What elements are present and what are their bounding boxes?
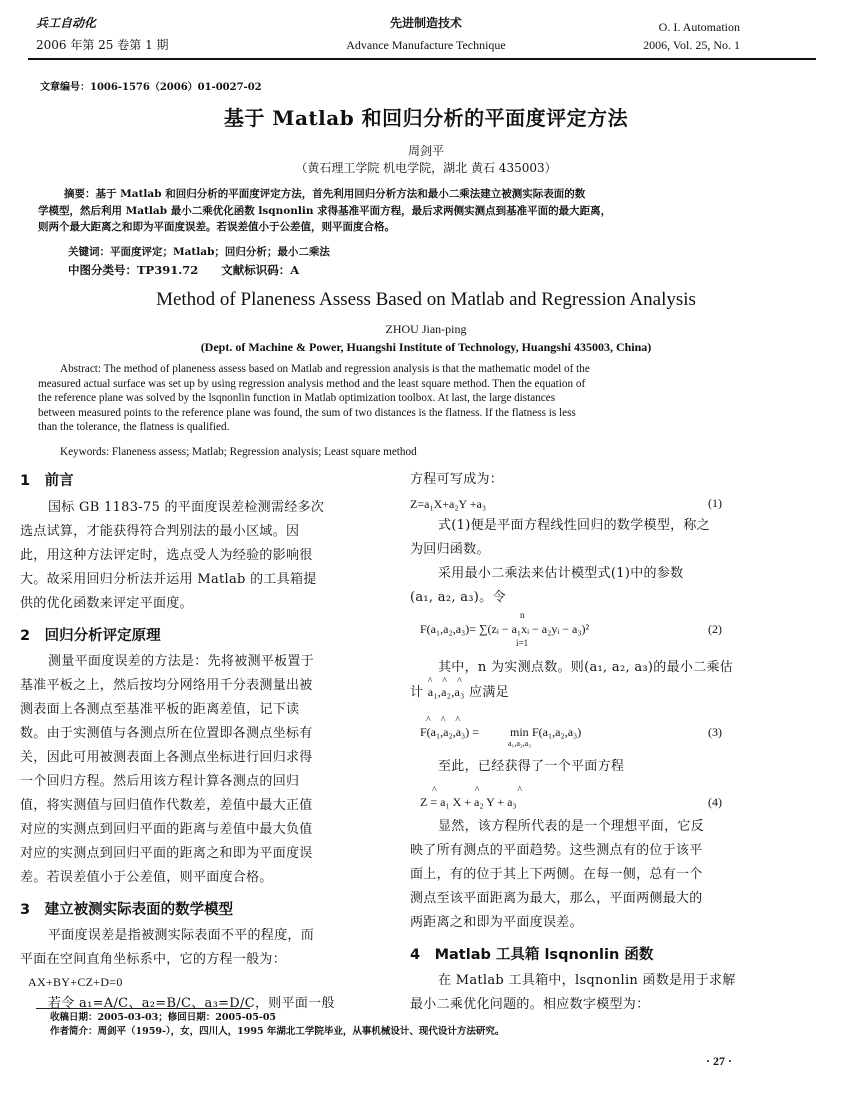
body-line: 值，将实测值与回归值作代数差，差值中最大正值 — [20, 798, 313, 813]
issue-info-cn: 2006 年第 25 卷第 1 期 — [36, 38, 169, 52]
footnote-received: 收稿日期：2005-03-03；修回日期：2005-05-05 — [50, 1012, 277, 1023]
author-cn: 周剑平 — [407, 144, 444, 158]
equation-1-expr: Z=a₁X+a₂Y +a₃ — [410, 497, 487, 511]
hat-marks: ^^^ — [426, 715, 471, 726]
equation-3-left: F(a₁,a₂,a₃) = — [420, 725, 479, 739]
section-1-body — [20, 496, 378, 616]
body-line: 至此，已经获得了一个平面方程 — [438, 759, 625, 774]
footnote-author-bio: 作者简介：周剑平（1959-），女，四川人，1995 年湖北工学院毕业，从事机械设计、现代设计方法研究。 — [50, 1026, 505, 1037]
footnote-rule — [36, 1008, 250, 1009]
title-en: Method of Planeness Assess Based on Matlab and Regression Analysis — [156, 289, 696, 310]
body-line: 平面度误差是指被测实际表面不平的程度，而 — [48, 928, 315, 943]
equation-2-expr: F(a₁,a₂,a₃)= ∑(zᵢ − a₁xᵢ − a₂yᵢ − a₃)² — [420, 622, 590, 636]
body-line: 基准平板之上，然后按均分网络用千分表测量出被 — [20, 678, 313, 693]
body-line: 采用最小二乘法来估计模型式(1)中的参数 — [438, 566, 684, 581]
abstract-en — [38, 362, 812, 435]
body-line: 一个回归方程。然后用该方程计算各测点的回归 — [20, 774, 300, 789]
body-line: 差。若误差值小于公差值，则平面度合格。 — [20, 870, 273, 885]
equation-2-number: (2) — [708, 622, 722, 636]
section-3-heading: 3 建立被测实际表面的数学模型 — [20, 902, 234, 918]
equation-2 — [410, 610, 768, 656]
equation-3-min-subscript: a₁,a₂,a₃ — [508, 739, 532, 748]
body-line: 国标 GB 1183-75 的平面度误差检测需经多次 — [48, 500, 325, 515]
journal-name-cn: 兵工自动化 — [36, 16, 97, 30]
body-line: 此，用这种方法评定时，选点受人为经验的影响很 — [20, 548, 313, 563]
sum-lower-limit: i=1 — [516, 638, 529, 648]
body-line: 选点试算，才能获得符合判别法的最小区域。因 — [20, 524, 300, 539]
body-line: 对应的实测点到回归平面的距离之和即为平面度误 — [20, 846, 313, 861]
body-line: 在 Matlab 工具箱中，lsqnonlin 函数是用于求解 — [438, 973, 736, 988]
classification-line: 中图分类号：TP391.72 文献标识码：A — [68, 263, 300, 277]
body-text: 计 — [410, 685, 428, 700]
article-number: 文章编号：1006-1576（2006）01-0027-02 — [40, 82, 262, 93]
section-4-body — [410, 969, 768, 1017]
equation-1 — [410, 492, 768, 514]
equation-3-right: F(a₁,a₂,a₃) — [532, 725, 582, 739]
abstract-cn-line: 则两个最大距离之和即为平面度误差。若误差值小于公差值，则平面度合格。 — [38, 221, 395, 233]
page-number: · 27 · — [706, 1054, 733, 1068]
body-line: 平面在空间直角坐标系中，它的方程一般为： — [20, 952, 287, 967]
body-line: 对应的实测点到回归平面的距离与差值中最大负值 — [20, 822, 313, 837]
equation-3-number: (3) — [708, 725, 722, 739]
hat-marks: ^^^ — [427, 676, 472, 687]
section-2-heading: 2 回归分析评定原理 — [20, 628, 161, 644]
body-line: 为回归函数。 — [410, 542, 490, 557]
body-line: 大。故采用回归分析法并运用 Matlab 的工具箱提 — [20, 572, 317, 587]
body-line: 显然，该方程所代表的是一个理想平面，它反 — [438, 819, 705, 834]
body-line: 映了所有测点的平面趋势。这些测点有的位于该平 — [410, 843, 703, 858]
abstract-cn-line: 学模型，然后利用 Matlab 最小二乘优化函数 lsqnonlin 求得基准平面方程，最后求两侧实测点到基准平面的最大距离， — [38, 204, 612, 217]
body-line: 方程可写成为： — [410, 472, 504, 487]
abstract-cn-line: 摘要：基于 Matlab 和回归分析的平面度评定方法，首先利用回归分析方法和最小二乘法建立被测实际表面的数 — [64, 188, 586, 200]
hat-variables: ^^^ a₁,a₂,a₃ — [428, 680, 465, 704]
left-column — [20, 468, 378, 1016]
body-line: 关，因此可用被测表面上各测点坐标进行回归求得 — [20, 750, 313, 765]
abstract-en-line: measured actual surface was set up by using regression analysis method and the least square method. Then the equation of — [38, 377, 586, 390]
body-line: 测点至该平面距离为最大，那么，平面两侧最大的 — [410, 891, 703, 906]
affiliation-en: (Dept. of Machine & Power, Huangshi Institute of Technology, Huangshi 435003, China) — [200, 340, 652, 354]
keywords-cn: 关键词：平面度评定；Matlab；回归分析；最小二乘法 — [68, 246, 330, 258]
abstract-en-line: than the tolerance, the flatness is qualified. — [38, 421, 230, 433]
abstract-en-line: between measured points to the reference plane was found, the sum of two distances is the flatness. If the flatness is less — [38, 406, 576, 419]
abstract-en-line: Abstract: The method of planeness assess based on Matlab and regression analysis is that the mathematic model of the — [60, 363, 590, 375]
body-line: 若令 a₁=A/C、a₂=B/C、a₃=D/C，则平面一般 — [48, 996, 335, 1011]
equation-4 — [410, 779, 768, 815]
right-column — [410, 468, 768, 1017]
section-2-body — [20, 650, 378, 890]
affiliation-cn: （黄石理工学院 机电学院，湖北 黄石 435003） — [295, 161, 557, 175]
equation-4-expr: Z = a₁ X + a₂ Y + a₃ — [420, 795, 517, 809]
body-line: 其中，n 为实测点数。则(a₁, a₂, a₃)的最小二乘估 — [438, 660, 734, 675]
section-4-heading: 4 Matlab 工具箱 lsqnonlin 函数 — [410, 947, 654, 963]
body-line: 测量平面度误差的方法是：先将被测平板置于 — [48, 654, 315, 669]
abstract-en-line: the reference plane was solved by the lsqnonlin function in Matlab optimization toolbox. At last, the large distances — [38, 392, 556, 404]
header-rule — [28, 58, 816, 60]
body-line: 数。由于实测值与各测点所在位置即各测点坐标有 — [20, 726, 313, 741]
column-name-cn: 先进制造技术 — [389, 16, 462, 30]
abstract-cn — [38, 186, 812, 236]
journal-name-en: O. I. Automation — [658, 20, 740, 34]
section-3-body — [20, 924, 378, 1016]
hat-marks: ^^^ — [432, 785, 561, 796]
author-en: ZHOU Jian-ping — [385, 322, 467, 336]
issue-info-en: 2006, Vol. 25, No. 1 — [643, 38, 740, 52]
equation-plane: AX+BY+CZ+D=0 — [28, 975, 123, 989]
equation-1-number: (1) — [708, 496, 722, 510]
body-line: 式(1)便是平面方程线性回归的数学模型，称之 — [438, 518, 711, 533]
body-text: 应满足 — [464, 685, 510, 700]
right-para-5 — [410, 815, 768, 935]
column-name-en: Advance Manufacture Technique — [346, 38, 506, 52]
keywords-en: Keywords: Flaneness assess; Matlab; Regression analysis; Least square method — [60, 446, 417, 458]
body-line: 两距离之和即为平面度误差。 — [410, 915, 583, 930]
equation-3 — [410, 705, 768, 755]
title-cn: 基于 Matlab 和回归分析的平面度评定方法 — [223, 106, 629, 130]
body-line: 供的优化函数来评定平面度。 — [20, 596, 193, 611]
body-line: 面上，有的位于其上下两侧。在每一侧，总有一个 — [410, 867, 703, 882]
right-para-3 — [410, 656, 768, 705]
sum-upper-limit: n — [520, 610, 525, 620]
body-line: 最小二乘优化问题的。相应数字模型为： — [410, 997, 650, 1012]
body-line: (a₁, a₂, a₃)。令 — [410, 590, 506, 605]
section-1-heading: 1 前言 — [20, 473, 74, 489]
footnote — [50, 1011, 504, 1039]
equation-4-number: (4) — [708, 795, 722, 809]
body-line — [410, 676, 768, 705]
equation-3-min: min — [510, 725, 529, 739]
right-para-2 — [410, 514, 768, 610]
body-line: 测表面上各测点至基准平板的距离差值，记下读 — [20, 702, 300, 717]
